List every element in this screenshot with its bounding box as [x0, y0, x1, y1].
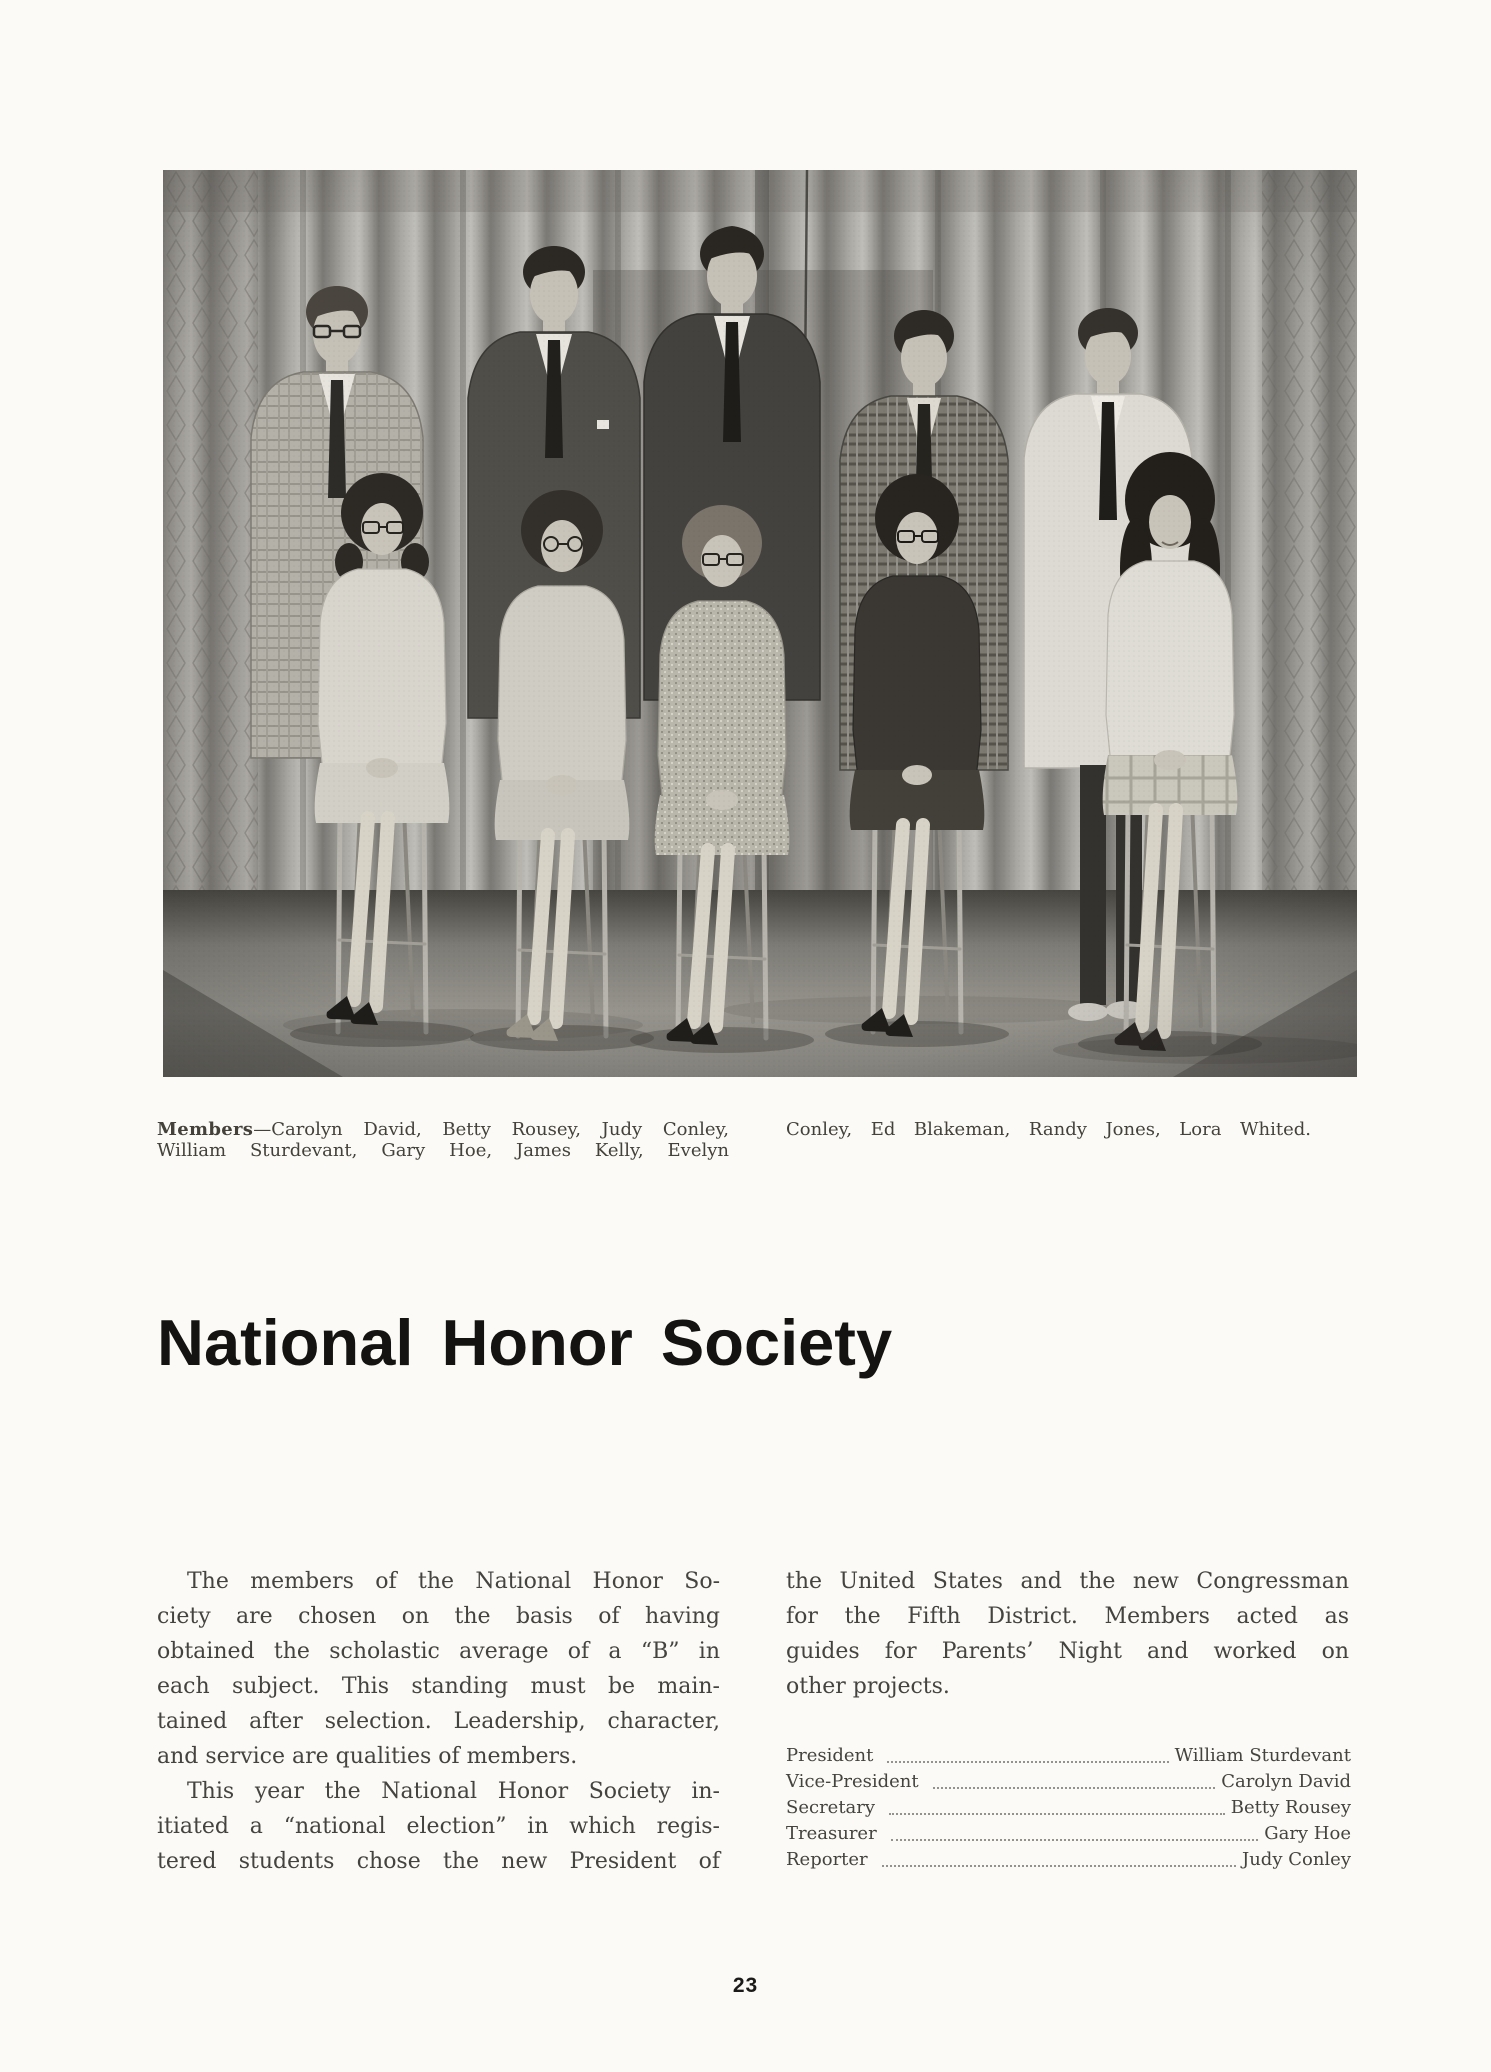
dotted-leader — [933, 1787, 1216, 1789]
officer-title: Vice-President — [786, 1771, 919, 1792]
article-line: ciety are chosen on the basis of having — [157, 1604, 720, 1629]
caption-names: —Carolyn David, Betty Rousey, Judy Conley, — [253, 1119, 729, 1140]
caption-line: William Sturdevant, Gary Hoe, James Kelly, Evelyn — [157, 1140, 729, 1161]
article-line: tained after selection. Leadership, character, — [157, 1709, 720, 1734]
officer-row — [786, 1821, 1351, 1847]
officer-name: Gary Hoe — [1264, 1823, 1351, 1844]
officer-title: Secretary — [786, 1797, 876, 1818]
group-photo — [163, 170, 1357, 1077]
officer-row — [786, 1769, 1351, 1795]
article-line: This year the National Honor Society in- — [187, 1779, 720, 1804]
officer-name: Carolyn David — [1221, 1771, 1351, 1792]
article-line: each subject. This standing must be main- — [157, 1674, 720, 1699]
dotted-leader — [889, 1813, 1225, 1815]
officer-list — [786, 1743, 1351, 1873]
officer-row — [786, 1795, 1351, 1821]
officer-title: Treasurer — [786, 1823, 877, 1844]
vignette — [163, 170, 1357, 1077]
caption-members-label: Members — [157, 1119, 254, 1140]
officer-name: Judy Conley — [1241, 1849, 1351, 1870]
officer-title: President — [786, 1745, 874, 1766]
article-column-left — [157, 1564, 720, 1879]
caption-line — [157, 1119, 729, 1140]
article-line: and service are qualities of members. — [157, 1744, 578, 1769]
article-line: for the Fifth District. Members acted as — [786, 1604, 1349, 1629]
officer-row — [786, 1743, 1351, 1769]
article-column-right — [786, 1564, 1349, 1704]
officer-title: Reporter — [786, 1849, 868, 1870]
article-line: guides for Parents’ Night and worked on — [786, 1639, 1349, 1664]
article-line: The members of the National Honor So- — [187, 1569, 720, 1594]
officer-name: William Sturdevant — [1174, 1745, 1351, 1766]
article-line: the United States and the new Congressman — [786, 1569, 1349, 1594]
article-line: itiated a “national election” in which regis- — [157, 1814, 720, 1839]
article-line: other projects. — [786, 1674, 950, 1699]
dotted-leader — [882, 1865, 1236, 1867]
article-line: tered students chose the new President of — [157, 1849, 720, 1874]
article-line: obtained the scholastic average of a “B” in — [157, 1639, 720, 1664]
photo-caption-left — [157, 1119, 729, 1161]
officer-name: Betty Rousey — [1230, 1797, 1351, 1818]
dotted-leader — [891, 1839, 1259, 1841]
caption-line: Conley, Ed Blakeman, Randy Jones, Lora Whited. — [786, 1119, 1311, 1140]
page-title: National Honor Society — [157, 1305, 893, 1379]
officer-row — [786, 1847, 1351, 1873]
photo-caption-right — [786, 1119, 1311, 1140]
page-number: 23 — [732, 1974, 759, 1997]
dotted-leader — [887, 1761, 1168, 1763]
group-photo-art — [163, 170, 1357, 1077]
